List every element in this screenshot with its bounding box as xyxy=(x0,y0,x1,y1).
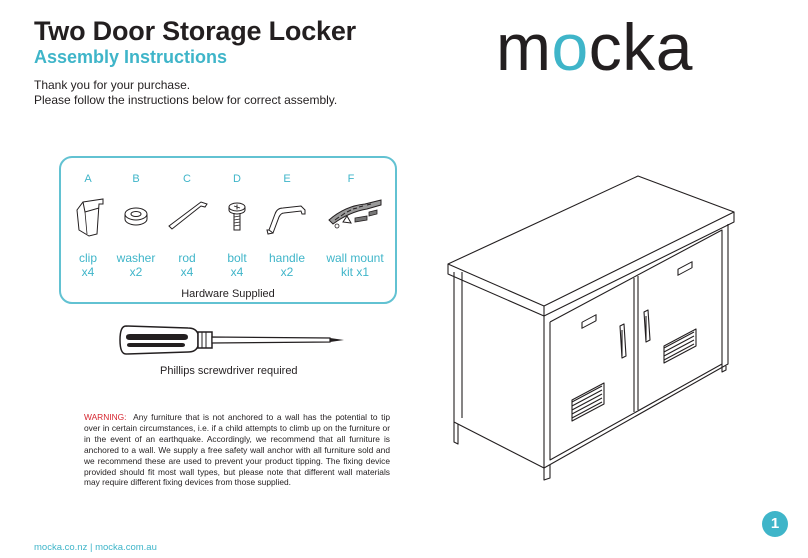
hardware-name-washer: washer xyxy=(116,251,156,265)
hardware-letter-c: C xyxy=(183,173,191,185)
safety-warning xyxy=(84,412,390,488)
clip-icon xyxy=(73,196,109,238)
document-subtitle: Assembly Instructions xyxy=(34,47,228,67)
mocka-logo xyxy=(496,12,693,82)
hardware-letter-a: A xyxy=(84,173,92,185)
footer-links: mocka.co.nz | mocka.com.au xyxy=(34,542,157,553)
page-number-badge: 1 xyxy=(762,511,788,537)
hardware-qty-handle: x2 xyxy=(280,265,294,279)
rod-icon xyxy=(165,196,211,232)
intro-text xyxy=(34,78,337,108)
hardware-qty-rod: x4 xyxy=(180,265,194,279)
hardware-letter-e: E xyxy=(283,173,291,185)
warning-text: Any furniture that is not anchored to a wall has the potential to tip over in certain circumstances, i.e. if a child attempts to climb up on the furniture or in the event of an earthquake. Accordingly, we recommend that all furniture is anchored to a wall. We supply a free safety wall anchor with all furniture sold and we recommend these are used to prevent your product tipping. The fixing device provided should fit most wall types, but please note that different wall materials may require different fixing devices from those supplied. xyxy=(84,412,390,488)
washer-icon xyxy=(122,206,150,228)
logo-text-end: cka xyxy=(588,10,693,84)
hardware-supplied-panel xyxy=(59,156,397,304)
hardware-name-handle: handle xyxy=(268,251,306,265)
wall-mount-kit-icon xyxy=(325,196,385,232)
hardware-name-rod: rod xyxy=(178,251,196,265)
hardware-qty-bolt: x4 xyxy=(230,265,244,279)
hardware-name-clip: clip xyxy=(78,251,98,265)
hardware-name-bolt: bolt xyxy=(227,251,247,265)
intro-line-1: Thank you for your purchase. xyxy=(34,78,191,92)
warning-label: WARNING: xyxy=(84,412,127,422)
hardware-letter-b: B xyxy=(132,173,140,185)
hardware-supplied-caption: Hardware Supplied xyxy=(181,288,275,300)
hardware-qty-clip: x4 xyxy=(81,265,95,279)
hardware-qty-wall-mount: kit x1 xyxy=(340,265,370,279)
bolt-icon xyxy=(225,200,249,234)
hardware-letter-d: D xyxy=(233,173,241,185)
handle-icon xyxy=(265,200,311,236)
screwdriver-icon xyxy=(118,322,350,358)
hardware-name-wall-mount: wall mount xyxy=(326,251,384,265)
logo-text-o: o xyxy=(551,10,589,84)
storage-locker-illustration xyxy=(432,160,742,482)
hardware-qty-washer: x2 xyxy=(129,265,143,279)
document-title: Two Door Storage Locker xyxy=(34,16,356,46)
screwdriver-caption: Phillips screwdriver required xyxy=(160,365,298,377)
hardware-letter-f: F xyxy=(347,173,355,185)
intro-line-2: Please follow the instructions below for correct assembly. xyxy=(34,93,338,107)
logo-text-start: m xyxy=(496,10,552,84)
